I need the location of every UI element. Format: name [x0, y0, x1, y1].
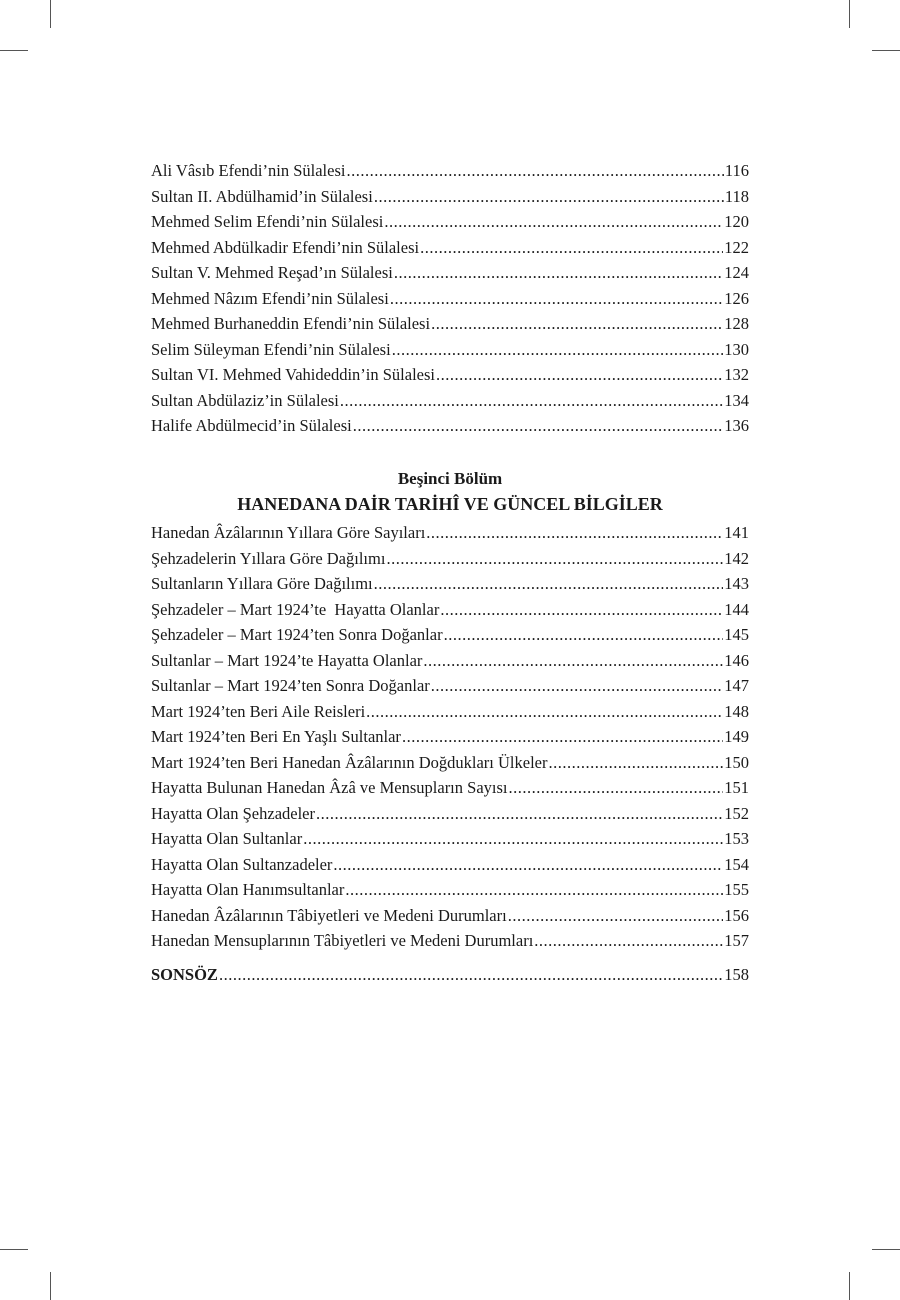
toc-leader-dots: [390, 286, 723, 312]
toc-entry-page: 116: [724, 161, 749, 180]
toc-entry-page: 150: [724, 752, 749, 772]
toc-entry-page: 126: [724, 288, 749, 308]
toc-entry-title: Sultan II. Abdülhamid’in Sülalesi: [151, 186, 373, 206]
toc-entry-title: Sultan Abdülaziz’in Sülalesi: [151, 390, 339, 410]
crop-mark: [872, 50, 900, 51]
toc-entry-title: Sultanlar – Mart 1924’te Hayatta Olanlar: [151, 650, 423, 670]
crop-mark: [50, 0, 51, 28]
toc-entry-page: 145: [724, 625, 749, 644]
toc-leader-dots: [402, 724, 723, 750]
section-header: [151, 466, 749, 516]
toc-entry-title: Sultanlar – Mart 1924’ten Sonra Doğanlar: [151, 676, 430, 695]
toc-entry-page: 147: [724, 676, 749, 695]
toc-entry[interactable]: [151, 750, 749, 776]
toc-leader-dots: [316, 801, 723, 827]
crop-mark: [0, 1249, 28, 1250]
toc-entry-title: SONSÖZ: [151, 965, 218, 984]
toc-entry-page: 142: [724, 548, 749, 568]
toc-leader-dots: [219, 962, 723, 988]
toc-entry-page: 151: [724, 778, 749, 797]
toc-entry-page: 148: [724, 701, 749, 721]
toc-entry-title: Hanedan Mensuplarının Tâbiyetleri ve Medeni Durumları: [151, 931, 534, 950]
toc-entry-page: 134: [724, 390, 749, 410]
toc-entry[interactable]: [151, 158, 749, 184]
crop-mark: [872, 1249, 900, 1250]
toc-entry[interactable]: [151, 235, 749, 261]
toc-entry-title: Mart 1924’ten Beri En Yaşlı Sultanlar: [151, 727, 401, 746]
toc-leader-dots: [420, 235, 723, 261]
toc-entry[interactable]: [151, 597, 749, 623]
toc-leader-dots: [431, 311, 723, 337]
toc-leader-dots: [508, 903, 724, 929]
toc-leader-dots: [548, 750, 723, 776]
toc-entry[interactable]: [151, 546, 749, 572]
toc-leader-dots: [333, 852, 723, 878]
toc-entry-sonsoz[interactable]: [151, 962, 749, 988]
toc-entry-page: 136: [724, 416, 749, 435]
crop-mark: [849, 1272, 850, 1300]
toc-entry[interactable]: [151, 571, 749, 597]
toc-closing: [151, 962, 749, 988]
toc-entry-title: Hanedan Âzâlarının Tâbiyetleri ve Medeni Durumları: [151, 905, 507, 925]
toc-entry-page: 122: [724, 237, 749, 257]
toc-entry-title: Mehmed Nâzım Efendi’nin Sülalesi: [151, 288, 389, 308]
toc-entry[interactable]: [151, 362, 749, 388]
toc-entry-page: 144: [724, 599, 749, 619]
toc-entry[interactable]: [151, 852, 749, 878]
toc-entry[interactable]: [151, 184, 749, 210]
toc-leader-dots: [374, 571, 724, 597]
toc-leader-dots: [508, 775, 723, 801]
toc-entry-title: Mehmed Abdülkadir Efendi’nin Sülalesi: [151, 237, 420, 257]
toc-entry-title: Sultanların Yıllara Göre Dağılımı: [151, 574, 373, 593]
section-title: HANEDANA DAİR TARİHÎ VE GÜNCEL BİLGİLER: [237, 494, 663, 514]
toc-leader-dots: [436, 362, 723, 388]
toc-entry-page: 149: [724, 727, 749, 746]
toc-entry-title: Mehmed Burhaneddin Efendi’nin Sülalesi: [151, 314, 431, 333]
toc-entry[interactable]: [151, 209, 749, 235]
toc-entry-page: 141: [724, 523, 749, 542]
toc-leader-dots: [345, 877, 723, 903]
toc-entry[interactable]: [151, 801, 749, 827]
toc-leader-dots: [426, 520, 723, 546]
toc-entry-title: Şehzadelerin Yıllara Göre Dağılımı: [151, 548, 386, 568]
toc-entry-title: Sultan VI. Mehmed Vahideddin’in Sülalesi: [151, 365, 435, 384]
toc-leader-dots: [374, 184, 724, 210]
toc-entry-title: Hayatta Olan Sultanzadeler: [151, 854, 333, 874]
toc-entry-page: 158: [724, 965, 749, 984]
toc-leader-dots: [534, 928, 723, 954]
toc-entry[interactable]: [151, 337, 749, 363]
toc-leader-dots: [346, 158, 723, 184]
toc-entry[interactable]: [151, 286, 749, 312]
toc-entry[interactable]: [151, 673, 749, 699]
toc-leader-dots: [340, 388, 723, 414]
toc-leader-dots: [444, 622, 724, 648]
toc-leader-dots: [431, 673, 723, 699]
toc-entry[interactable]: [151, 928, 749, 954]
toc-entry-page: 143: [724, 574, 749, 593]
toc-entry[interactable]: [151, 724, 749, 750]
toc-entry-title: Mehmed Selim Efendi’nin Sülalesi: [151, 212, 384, 231]
toc-entry[interactable]: [151, 388, 749, 414]
toc-entry[interactable]: [151, 622, 749, 648]
toc-leader-dots: [392, 337, 724, 363]
toc-entry[interactable]: [151, 903, 749, 929]
toc-entry-title: Şehzadeler – Mart 1924’ten Sonra Doğanlar: [151, 625, 443, 644]
toc-entry-title: Mart 1924’ten Beri Aile Reisleri: [151, 701, 366, 721]
toc-entry-page: 118: [724, 186, 749, 206]
toc-entry-page: 157: [724, 931, 749, 950]
toc-entry-title: Hayatta Olan Şehzadeler: [151, 803, 316, 823]
section-label: Beşinci Bölüm: [397, 469, 503, 488]
toc-entry-title: Hanedan Âzâlarının Yıllara Göre Sayıları: [151, 523, 426, 542]
toc-leader-dots: [353, 413, 724, 439]
toc-list-section: [151, 520, 749, 954]
toc-leader-dots: [384, 209, 723, 235]
toc-entry[interactable]: [151, 648, 749, 674]
toc-entry[interactable]: [151, 826, 749, 852]
toc-entry[interactable]: [151, 775, 749, 801]
toc-leader-dots: [386, 546, 723, 572]
toc-entry-title: Ali Vâsıb Efendi’nin Sülalesi: [151, 161, 346, 180]
toc-entry-page: 153: [724, 829, 749, 848]
toc-leader-dots: [303, 826, 723, 852]
toc-leader-dots: [394, 260, 723, 286]
crop-mark: [50, 1272, 51, 1300]
toc-list-top: [151, 158, 749, 439]
toc-entry-page: 156: [724, 905, 749, 925]
toc-entry-page: 132: [724, 365, 749, 384]
toc-entry-page: 130: [724, 339, 749, 359]
crop-mark: [849, 0, 850, 28]
toc-entry-title: Halife Abdülmecid’in Sülalesi: [151, 416, 352, 435]
toc-entry[interactable]: [151, 413, 749, 439]
toc-entry-page: 124: [724, 263, 749, 282]
toc-entry-page: 155: [724, 880, 749, 899]
toc-entry-title: Sultan V. Mehmed Reşad’ın Sülalesi: [151, 263, 393, 282]
toc-entry[interactable]: [151, 699, 749, 725]
toc-entry-title: Selim Süleyman Efendi’nin Sülalesi: [151, 339, 391, 359]
toc-entry-title: Şehzadeler – Mart 1924’te Hayatta Olanlar: [151, 599, 440, 619]
toc-entry[interactable]: [151, 260, 749, 286]
toc-entry-page: 128: [724, 314, 749, 333]
crop-mark: [0, 50, 28, 51]
toc-leader-dots: [366, 699, 723, 725]
toc-leader-dots: [440, 597, 723, 623]
toc-entry-title: Hayatta Bulunan Hanedan Âzâ ve Mensupların Sayısı: [151, 778, 508, 797]
toc-leader-dots: [423, 648, 723, 674]
toc-entry-page: 152: [724, 803, 749, 823]
toc-entry[interactable]: [151, 520, 749, 546]
toc-entry-page: 120: [724, 212, 749, 231]
toc-entry-title: Hayatta Olan Sultanlar: [151, 829, 303, 848]
toc-entry-title: Hayatta Olan Hanımsultanlar: [151, 880, 345, 899]
toc-entry-title: Mart 1924’ten Beri Hanedan Âzâlarının Doğdukları Ülkeler: [151, 752, 548, 772]
toc-entry[interactable]: [151, 877, 749, 903]
toc-entry-page: 146: [724, 650, 749, 670]
toc-entry-page: 154: [724, 854, 749, 874]
toc-entry[interactable]: [151, 311, 749, 337]
